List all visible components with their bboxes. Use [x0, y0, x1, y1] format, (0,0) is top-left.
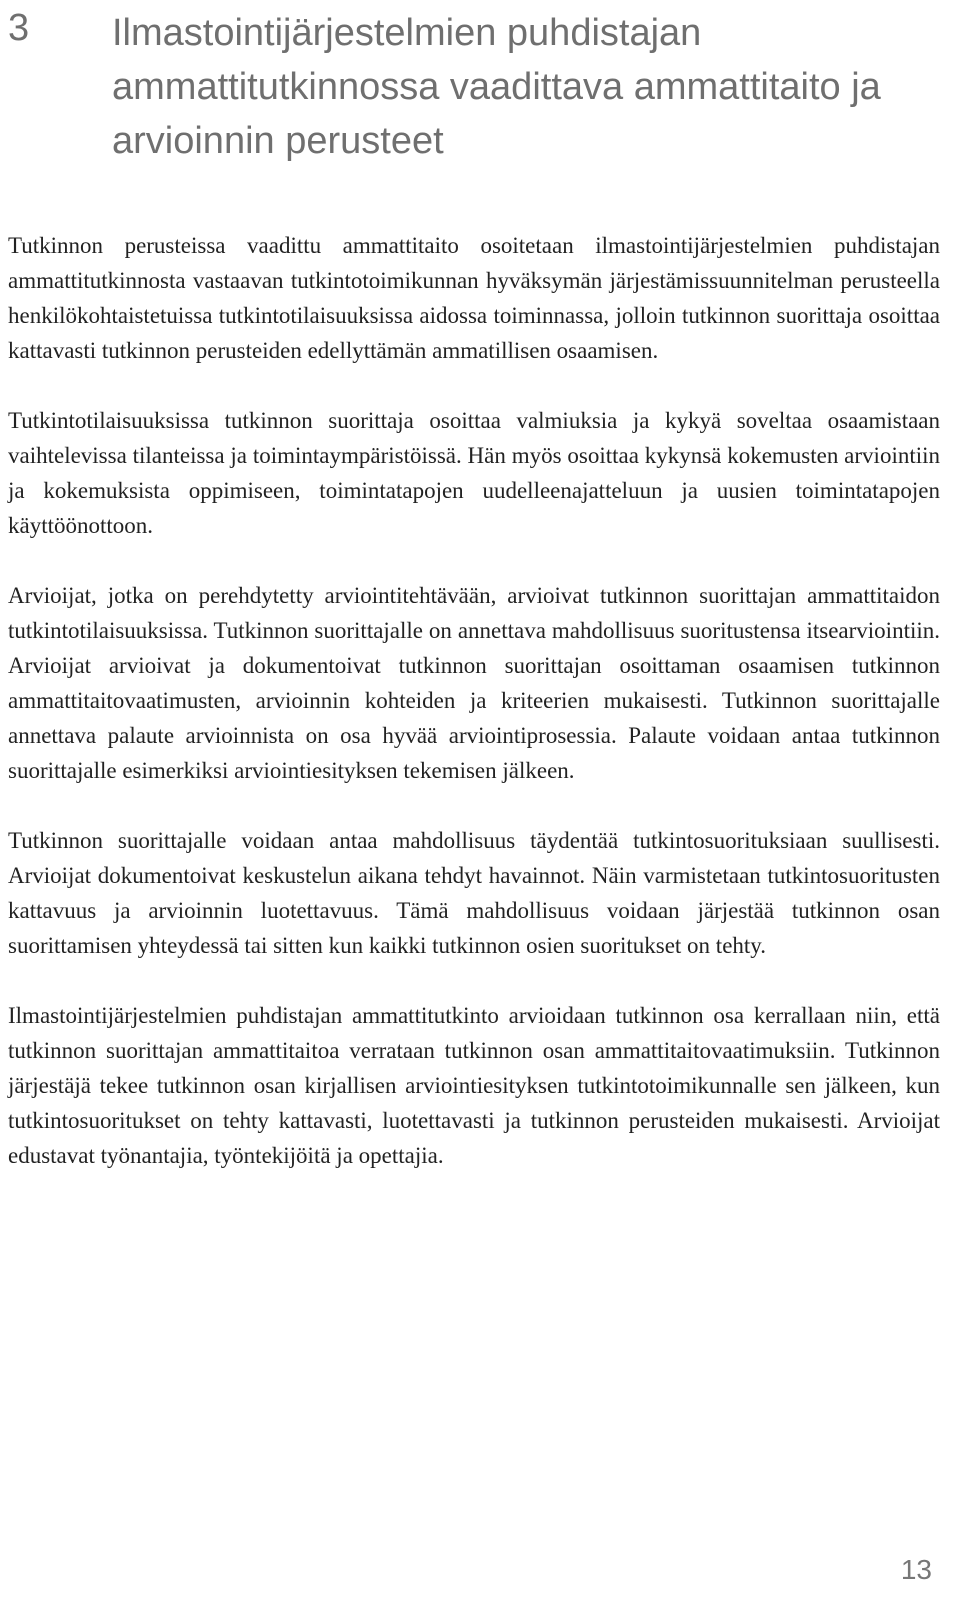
paragraph: Ilmastointijärjestelmien puhdistajan ammattitutkinto arvioidaan tutkinnon osa kerrallaan niin, että tutkinnon suorittajan ammattitaitoa verrataan tutkinnon osan ammattitaitovaatimuksiin. Tutkinnon järjestäjä tekee tutkinnon osan kirjallisen arviointiesityksen tutkintotoimikunnalle sen jälkeen, kun tutkintosuoritukset on tehty kattavasti, luotettavasti ja tutkinnon perusteiden mukaisesti. Arvioijat edustavat työnantajia, työntekijöitä ja opettajia.	[8, 1003, 940, 1168]
chapter-title: Ilmastointijärjestelmien puhdistajan ammattitutkinnossa vaadittava ammattitaito ja arvioinnin perusteet	[112, 12, 881, 162]
chapter-number: 3	[8, 7, 30, 49]
paragraph: Tutkinnon suorittajalle voidaan antaa mahdollisuus täydentää tutkintosuorituksiaan suullisesti. Arvioijat dokumentoivat keskustelun aikana tehdyt havainnot. Näin varmistetaan tutkintosuoritusten kattavuus ja arvioinnin luotettavuus. Tämä mahdollisuus voidaan järjestää tutkinnon osan suorittamisen yhteydessä tai sitten kun kaikki tutkinnon osien suoritukset on tehty.	[8, 828, 940, 958]
paragraph: Tutkintotilaisuuksissa tutkinnon suorittaja osoittaa valmiuksia ja kykyä soveltaa osaamistaan vaihtelevissa tilanteissa ja toimintaympäristöissä. Hän myös osoittaa kykynsä kokemusten arviointiin ja kokemuksista oppimiseen, toimintatapojen uudelleenajatteluun ja uusien toimintatapojen käyttöönottoon.	[8, 408, 940, 538]
body-text	[8, 228, 940, 1208]
paragraph: Arvioijat, jotka on perehdytetty arviointitehtävään, arvioivat tutkinnon suorittajan ammattitaidon tutkintotilaisuuksissa. Tutkinnon suorittajalle on annettava mahdollisuus suoritustensa itsearviointiin. Arvioijat arvioivat ja dokumentoivat tutkinnon suorittajan osoittaman osaamisen tutkinnon ammattitaitovaatimusten, arvioinnin kohteiden ja kriteerien mukaisesti. Tutkinnon suorittajalle annettava palaute arvioinnista on osa hyvää arviointiprosessia. Palaute voidaan antaa tutkinnon suorittajalle esimerkiksi arviointiesityksen tekemisen jälkeen.	[8, 583, 940, 783]
page-number: 13	[900, 1554, 932, 1585]
paragraph: Tutkinnon perusteissa vaadittu ammattitaito osoitetaan ilmastointijärjestelmien puhdistajan ammattitutkinnosta vastaavan tutkintotoimikunnan hyväksymän järjestämissuunnitelman perusteella henkilökohtaistetuissa tutkintotilaisuuksissa aidossa toiminnassa, jolloin tutkinnon suorittaja osoittaa kattavasti tutkinnon perusteiden edellyttämän ammatillisen osaamisen.	[8, 233, 940, 363]
